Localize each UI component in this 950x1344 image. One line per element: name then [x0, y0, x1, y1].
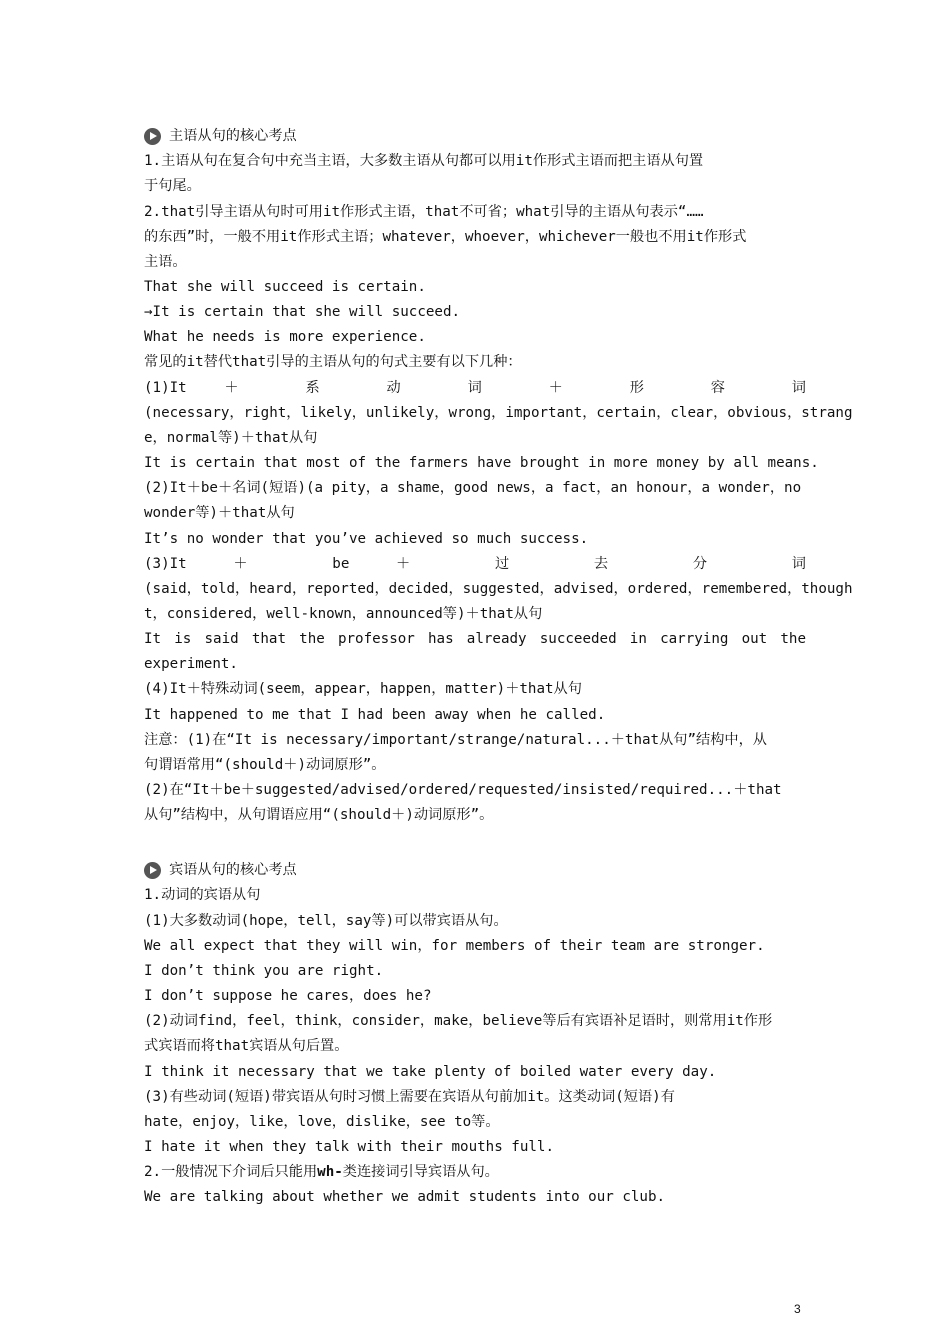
text-line: (2)It＋be＋名词(短语)(a pity，a shame，good news，a fact，an honour，a wonder，no — [144, 480, 802, 496]
text-line: wonder等)＋that从句 — [144, 505, 295, 521]
example-sentence: We all expect that they will win，for members of their team are stronger. — [144, 938, 765, 954]
text-line: 2.that引导主语从句时可用it作形式主语，that不可省；what引导的主语从句表示“…… — [144, 204, 704, 220]
text-line: (said，told，heard，reported，decided，suggested，advised，ordered，remembered，though — [144, 581, 853, 597]
text-line: 式宾语而将that宾语从句后置。 — [144, 1038, 349, 1054]
example-sentence: I hate it when they talk with their mouths full. — [144, 1139, 554, 1155]
example-sentence: I think it necessary that we take plenty of boiled water every day. — [144, 1064, 717, 1080]
text-line: (4)It＋特殊动词(seem，appear，happen，matter)＋that从句 — [144, 681, 582, 697]
page-number: 3 — [794, 1302, 801, 1316]
section-heading — [144, 858, 806, 883]
example-sentence: I don’t suppose he cares，does he? — [144, 988, 432, 1004]
example-sentence: That she will succeed is certain. — [144, 279, 426, 295]
text-line: e，normal等)＋that从句 — [144, 430, 318, 446]
play-circle-icon — [144, 128, 161, 145]
example-sentence: It is said that the professor has already succeeded in carrying out the — [144, 631, 806, 647]
text-line: t，considered，well-known，announced等)＋that从句 — [144, 606, 543, 622]
text-segment: 类连接词引导宾语从句。 — [342, 1164, 499, 1180]
section-heading — [144, 124, 806, 149]
play-circle-icon — [144, 862, 161, 879]
example-sentence: It is certain that most of the farmers have brought in more money by all means. — [144, 455, 819, 471]
text-line: (3)有些动词(短语)带宾语从句时习惯上需要在宾语从句前加it。这类动词(短语)有 — [144, 1089, 675, 1105]
text-line: 1.动词的宾语从句 — [144, 887, 261, 903]
text-line: 主语。 — [144, 254, 187, 270]
example-sentence: We are talking about whether we admit students into our club. — [144, 1189, 666, 1205]
note-line: 句谓语常用“(should＋)动词原形”。 — [144, 757, 386, 773]
example-sentence: It happened to me that I had been away when he called. — [144, 707, 606, 723]
text-line: (1)大多数动词(hope，tell，say等)可以带宾语从句。 — [144, 913, 508, 929]
example-sentence: What he needs is more experience. — [144, 329, 426, 345]
note-line: 从句”结构中，从句谓语应用“(should＋)动词原形”。 — [144, 807, 494, 823]
text-line: 1.主语从句在复合句中充当主语，大多数主语从句都可以用it作形式主语而把主语从句置 — [144, 153, 704, 169]
example-sentence: I don’t think you are right. — [144, 963, 384, 979]
bold-keyword: wh- — [317, 1164, 343, 1180]
text-line: 的东西”时，一般不用it作形式主语；whatever，whoever，whichever一般也不用it作形式 — [144, 229, 747, 245]
text-segment: 2.一般情况下介词后只能用 — [144, 1164, 318, 1180]
example-sentence: →It is certain that she will succeed. — [144, 304, 461, 320]
section-title: 主语从句的核心考点 — [169, 128, 297, 144]
section-title: 宾语从句的核心考点 — [169, 862, 297, 878]
text-line: (3)It ＋ be ＋ 过 去 分 词 — [144, 556, 806, 572]
example-sentence: experiment. — [144, 656, 238, 672]
text-line: (2)动词find，feel，think，consider，make，believe等后有宾语补足语时，则常用it作形 — [144, 1013, 773, 1029]
text-line — [144, 1160, 806, 1185]
text-line: 于句尾。 — [144, 178, 201, 194]
text-line: (1)It ＋ 系 动 词 ＋ 形 容 词 — [144, 380, 806, 396]
text-line: hate，enjoy，like，love，dislike，see to等。 — [144, 1114, 500, 1130]
note-line: 注意：(1)在“It is necessary/important/strange/natural...＋that从句”结构中，从 — [144, 732, 767, 748]
text-line: (necessary，right，likely，unlikely，wrong，important，certain，clear，obvious，strang — [144, 405, 853, 421]
example-sentence: It’s no wonder that you’ve achieved so much success. — [144, 531, 589, 547]
text-line: 常见的it替代that引导的主语从句的句式主要有以下几种： — [144, 354, 522, 370]
note-line: (2)在“It＋be＋suggested/advised/ordered/requested/insisted/required...＋that — [144, 782, 782, 798]
